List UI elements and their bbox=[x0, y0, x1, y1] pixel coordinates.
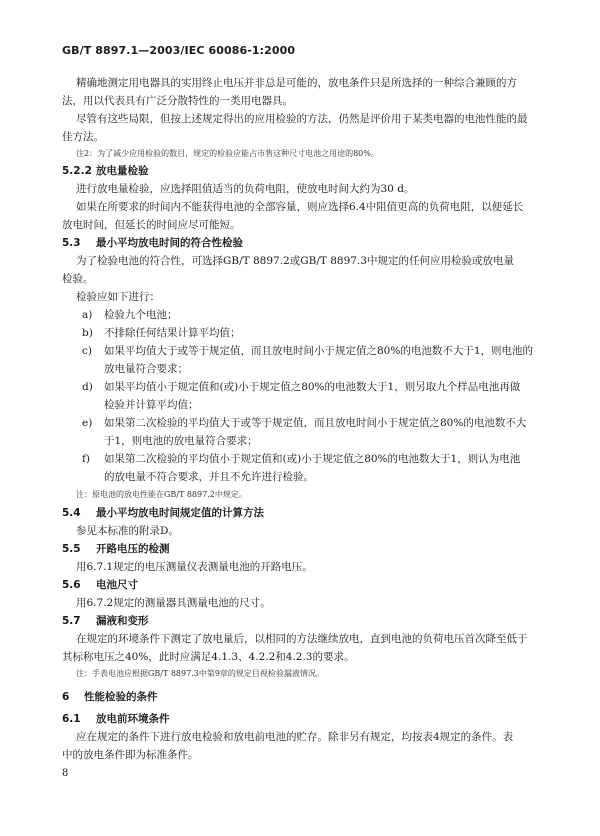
list-item-text: 不排除任何结果计算平均值； bbox=[104, 327, 241, 339]
list-item-label: c) bbox=[82, 345, 92, 357]
section-5-2-2-heading bbox=[62, 164, 149, 179]
section-6-1-paragraph-line-1: 应在规定的条件下进行放电检验和放电前电池的贮存。除非另有规定，均按表4规定的条件。表 bbox=[76, 731, 514, 743]
page-number: 8 bbox=[62, 768, 69, 779]
list-item-label: b) bbox=[82, 327, 93, 339]
intro-paragraph-1-line-2: 法，用以代表具有广泛分散特性的一类用电器具。 bbox=[62, 95, 293, 107]
section-number: 5.6 bbox=[62, 579, 81, 591]
list-item-text-continued: 的放电量不符合要求，并且不允许进行检验。 bbox=[104, 471, 314, 483]
section-5-6-paragraph: 用6.7.2规定的测量器具测量电池的尺寸。 bbox=[76, 597, 271, 609]
list-item-text-continued: 放电量符合要求； bbox=[104, 363, 188, 375]
section-title: 性能检验的条件 bbox=[84, 691, 158, 703]
list-item-text: 如果平均值小于规定值和(或)小于规定值之80%的电池数大于1，则另取九个样品电池再做 bbox=[104, 381, 521, 393]
section-5-2-2-paragraph-1: 进行放电量检验，应选择阻值适当的负荷电阻，使放电时间大约为30 d。 bbox=[76, 183, 415, 195]
section-5-2-2-paragraph-2-line-1: 如果在所要求的时间内不能获得电池的全部容量，则应选择6.4中阻值更高的负荷电阻，以便延长 bbox=[76, 201, 524, 213]
section-title: 最小平均放电时间的符合性检验 bbox=[96, 237, 243, 249]
list-item-text: 检验九个电池； bbox=[104, 309, 178, 321]
section-5-3-heading bbox=[62, 236, 243, 251]
intro-paragraph-2-line-1: 尽管有这些局限，但按上述规定得出的应用检验的方法，仍然是评价用于某类电器的电池性能的最 bbox=[76, 113, 528, 125]
list-item-text: 如果平均值大于或等于规定值，而且放电时间小于规定值之80%的电池数不大于1，则电池的 bbox=[104, 345, 534, 357]
section-number: 5.4 bbox=[62, 507, 81, 519]
section-number: 6.1 bbox=[62, 713, 81, 725]
list-item-text-continued: 于1，则电池的放电量符合要求； bbox=[104, 435, 258, 447]
section-6-heading bbox=[62, 690, 158, 705]
section-title: 开路电压的检测 bbox=[96, 543, 170, 555]
section-5-7-paragraph-line-1: 在规定的环境条件下测定了放电量后，以相同的方法继续放电，直到电池的负荷电压首次降至低于 bbox=[76, 633, 528, 645]
section-number: 5.3 bbox=[62, 237, 81, 249]
section-number: 5.2.2 bbox=[62, 165, 92, 177]
section-6-1-heading bbox=[62, 712, 170, 727]
section-title: 放电量检验 bbox=[96, 165, 149, 177]
section-6-1-paragraph-line-2: 中的放电条件即为标准条件。 bbox=[62, 749, 199, 761]
section-5-3-paragraph-1-line-1: 为了检验电池的符合性，可选择GB/T 8897.2或GB/T 8897.3中规定的任何应用检验或放电量 bbox=[76, 255, 514, 267]
list-item-text: 如果第二次检验的平均值小于规定值和(或)小于规定值之80%的电池数大于1，则认为电池 bbox=[104, 453, 521, 465]
section-5-2-2-paragraph-2-line-2: 放电时间，但延长的时间应尽可能短。 bbox=[62, 219, 241, 231]
section-title: 最小平均放电时间规定值的计算方法 bbox=[96, 507, 264, 519]
list-item-label: f) bbox=[82, 453, 90, 465]
section-5-7-note: 注：手表电池应根据GB/T 8897.3中第9章的规定目视检验漏液情况。 bbox=[76, 669, 324, 678]
note-2: 注2：为了减少应用检验的数目，规定的检验应能占市售这种尺寸电池之用途的80%。 bbox=[76, 149, 379, 158]
section-5-3-paragraph-1-line-2: 检验。 bbox=[62, 273, 94, 285]
section-5-6-heading bbox=[62, 578, 138, 593]
section-number: 6 bbox=[62, 691, 70, 703]
intro-paragraph-2-line-2: 佳方法。 bbox=[62, 131, 104, 143]
section-5-3-paragraph-2: 检验应如下进行： bbox=[76, 291, 160, 303]
list-item-text-continued: 检验并计算平均值； bbox=[104, 399, 199, 411]
intro-paragraph-1-line-1: 精确地测定用电器具的实用终止电压并非总是可能的，放电条件只是所选择的一种综合兼顾的方 bbox=[76, 77, 517, 89]
list-item-label: a) bbox=[82, 309, 93, 321]
section-number: 5.5 bbox=[62, 543, 81, 555]
section-5-4-heading bbox=[62, 506, 264, 521]
section-title: 电池尺寸 bbox=[96, 579, 138, 591]
list-item-label: e) bbox=[82, 417, 93, 429]
section-5-7-heading bbox=[62, 614, 149, 629]
section-title: 放电前环境条件 bbox=[96, 713, 170, 725]
standard-header: GB/T 8897.1—2003/IEC 60086-1:2000 bbox=[62, 44, 296, 57]
section-title: 漏液和变形 bbox=[96, 615, 149, 627]
section-5-4-paragraph: 参见本标准的附录D。 bbox=[76, 525, 179, 537]
section-5-3-note: 注：原电池的放电性能在GB/T 8897.2中规定。 bbox=[76, 490, 247, 499]
section-number: 5.7 bbox=[62, 615, 81, 627]
section-5-5-heading bbox=[62, 542, 170, 557]
list-item-label: d) bbox=[82, 381, 93, 393]
section-5-5-paragraph: 用6.7.1规定的电压测量仪表测量电池的开路电压。 bbox=[76, 561, 313, 573]
section-5-7-paragraph-line-2: 其标称电压之40%，此时应满足4.1.3、4.2.2和4.2.3的要求。 bbox=[62, 651, 355, 663]
list-item-text: 如果第二次检验的平均值大于或等于规定值，而且放电时间小于规定值之80%的电池数不大 bbox=[104, 417, 527, 429]
